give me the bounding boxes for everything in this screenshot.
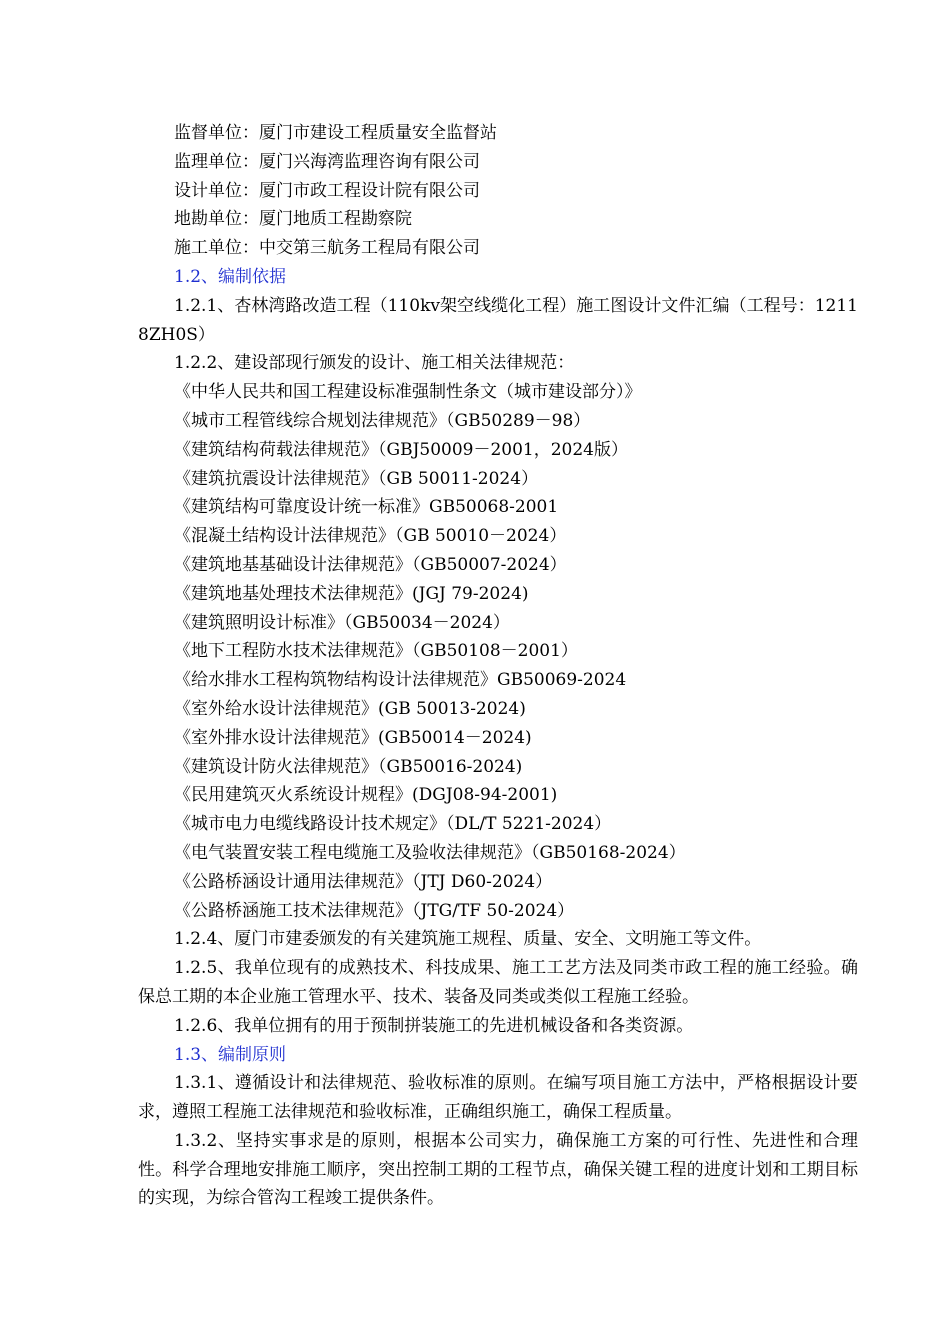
standard-item: 《地下工程防水技术法律规范》（GB50108－2001）	[174, 641, 578, 662]
standard-item: 《公路桥涵施工技术法律规范》（JTG/TF 50-2024）	[174, 900, 575, 921]
standard-item: 《公路桥涵设计通用法律规范》（JTJ D60-2024）	[174, 871, 553, 892]
standard-item: 《建筑设计防火法律规范》（GB50016-2024)	[174, 756, 523, 777]
standard-item: 《建筑地基基础设计法律规范》（GB50007-2024）	[174, 554, 567, 575]
standard-item: 《建筑结构荷载法律规范》（GBJ50009－2001，2024版）	[174, 439, 628, 460]
basis-paragraph-4: 1.2.4、厦门市建委颁发的有关建筑施工规程、质量、安全、文明施工等文件。	[174, 929, 762, 950]
basis-paragraph-1: 1.2.1、杏林湾路改造工程（110kv架空线缆化工程）施工图设计文件汇编（工程号：12118ZH0S）	[138, 295, 858, 345]
standard-item: 《民用建筑灭火系统设计规程》(DGJ08-94-2001)	[174, 785, 558, 806]
standard-item: 《建筑抗震设计法律规范》（GB 50011-2024）	[174, 468, 539, 489]
unit-consultant: 监理单位：厦门兴海湾监理咨询有限公司	[174, 151, 480, 172]
section-heading-principles: 1.3、编制原则	[174, 1044, 287, 1065]
standard-item: 《城市工程管线综合规划法律规范》（GB50289－98）	[174, 410, 591, 431]
standard-item: 《中华人民共和国工程建设标准强制性条文（城市建设部分）》	[174, 382, 642, 403]
unit-survey: 地勘单位：厦门地质工程勘察院	[174, 209, 412, 230]
document-body	[138, 119, 858, 1213]
standard-item: 《建筑结构可靠度设计统一标准》GB50068-2001	[174, 497, 559, 518]
standard-item: 《给水排水工程构筑物结构设计法律规范》GB50069-2024	[174, 670, 627, 691]
standard-item: 《建筑照明设计标准》（GB50034－2024）	[174, 612, 510, 633]
standard-item: 《室外排水设计法律规范》(GB50014－2024)	[174, 727, 532, 748]
unit-design: 设计单位：厦门市政工程设计院有限公司	[174, 180, 480, 201]
principles-paragraph-1: 1.3.1、遵循设计和法律规范、验收标准的原则。在编写项目施工方法中，严格根据设计要求，遵照工程施工法律规范和验收标准，正确组织施工，确保工程质量。	[138, 1073, 858, 1123]
section-heading-basis: 1.2、编制依据	[174, 266, 287, 287]
standard-item: 《电气装置安装工程电缆施工及验收法律规范》（GB50168-2024）	[174, 842, 686, 863]
standard-item: 《建筑地基处理技术法律规范》(JGJ 79-2024)	[174, 583, 529, 604]
basis-paragraph-6: 1.2.6、我单位拥有的用于预制拼装施工的先进机械设备和各类资源。	[174, 1015, 694, 1036]
unit-construction: 施工单位：中交第三航务工程局有限公司	[174, 238, 480, 259]
standard-item: 《室外给水设计法律规范》(GB 50013-2024)	[174, 698, 526, 719]
unit-supervision: 监督单位：厦门市建设工程质量安全监督站	[174, 123, 497, 143]
basis-paragraph-5: 1.2.5、我单位现有的成熟技术、科技成果、施工工艺方法及同类市政工程的施工经验。确保总工期的本企业施工管理水平、技术、装备及同类或类似工程施工经验。	[138, 958, 858, 1007]
basis-paragraph-2: 1.2.2、建设部现行颁发的设计、施工相关法律规范：	[174, 353, 575, 374]
standard-item: 《城市电力电缆线路设计技术规定》（DL/T 5221-2024）	[174, 814, 612, 835]
standard-item: 《混凝土结构设计法律规范》（GB 50010－2024）	[174, 526, 567, 547]
principles-paragraph-2: 1.3.2、坚持实事求是的原则，根据本公司实力，确保施工方案的可行性、先进性和合理性。科学合理地安排施工顺序，突出控制工期的工程节点，确保关键工程的进度计划和工期目标的实现，为综合管沟工程竣工提供条件。	[138, 1130, 858, 1209]
